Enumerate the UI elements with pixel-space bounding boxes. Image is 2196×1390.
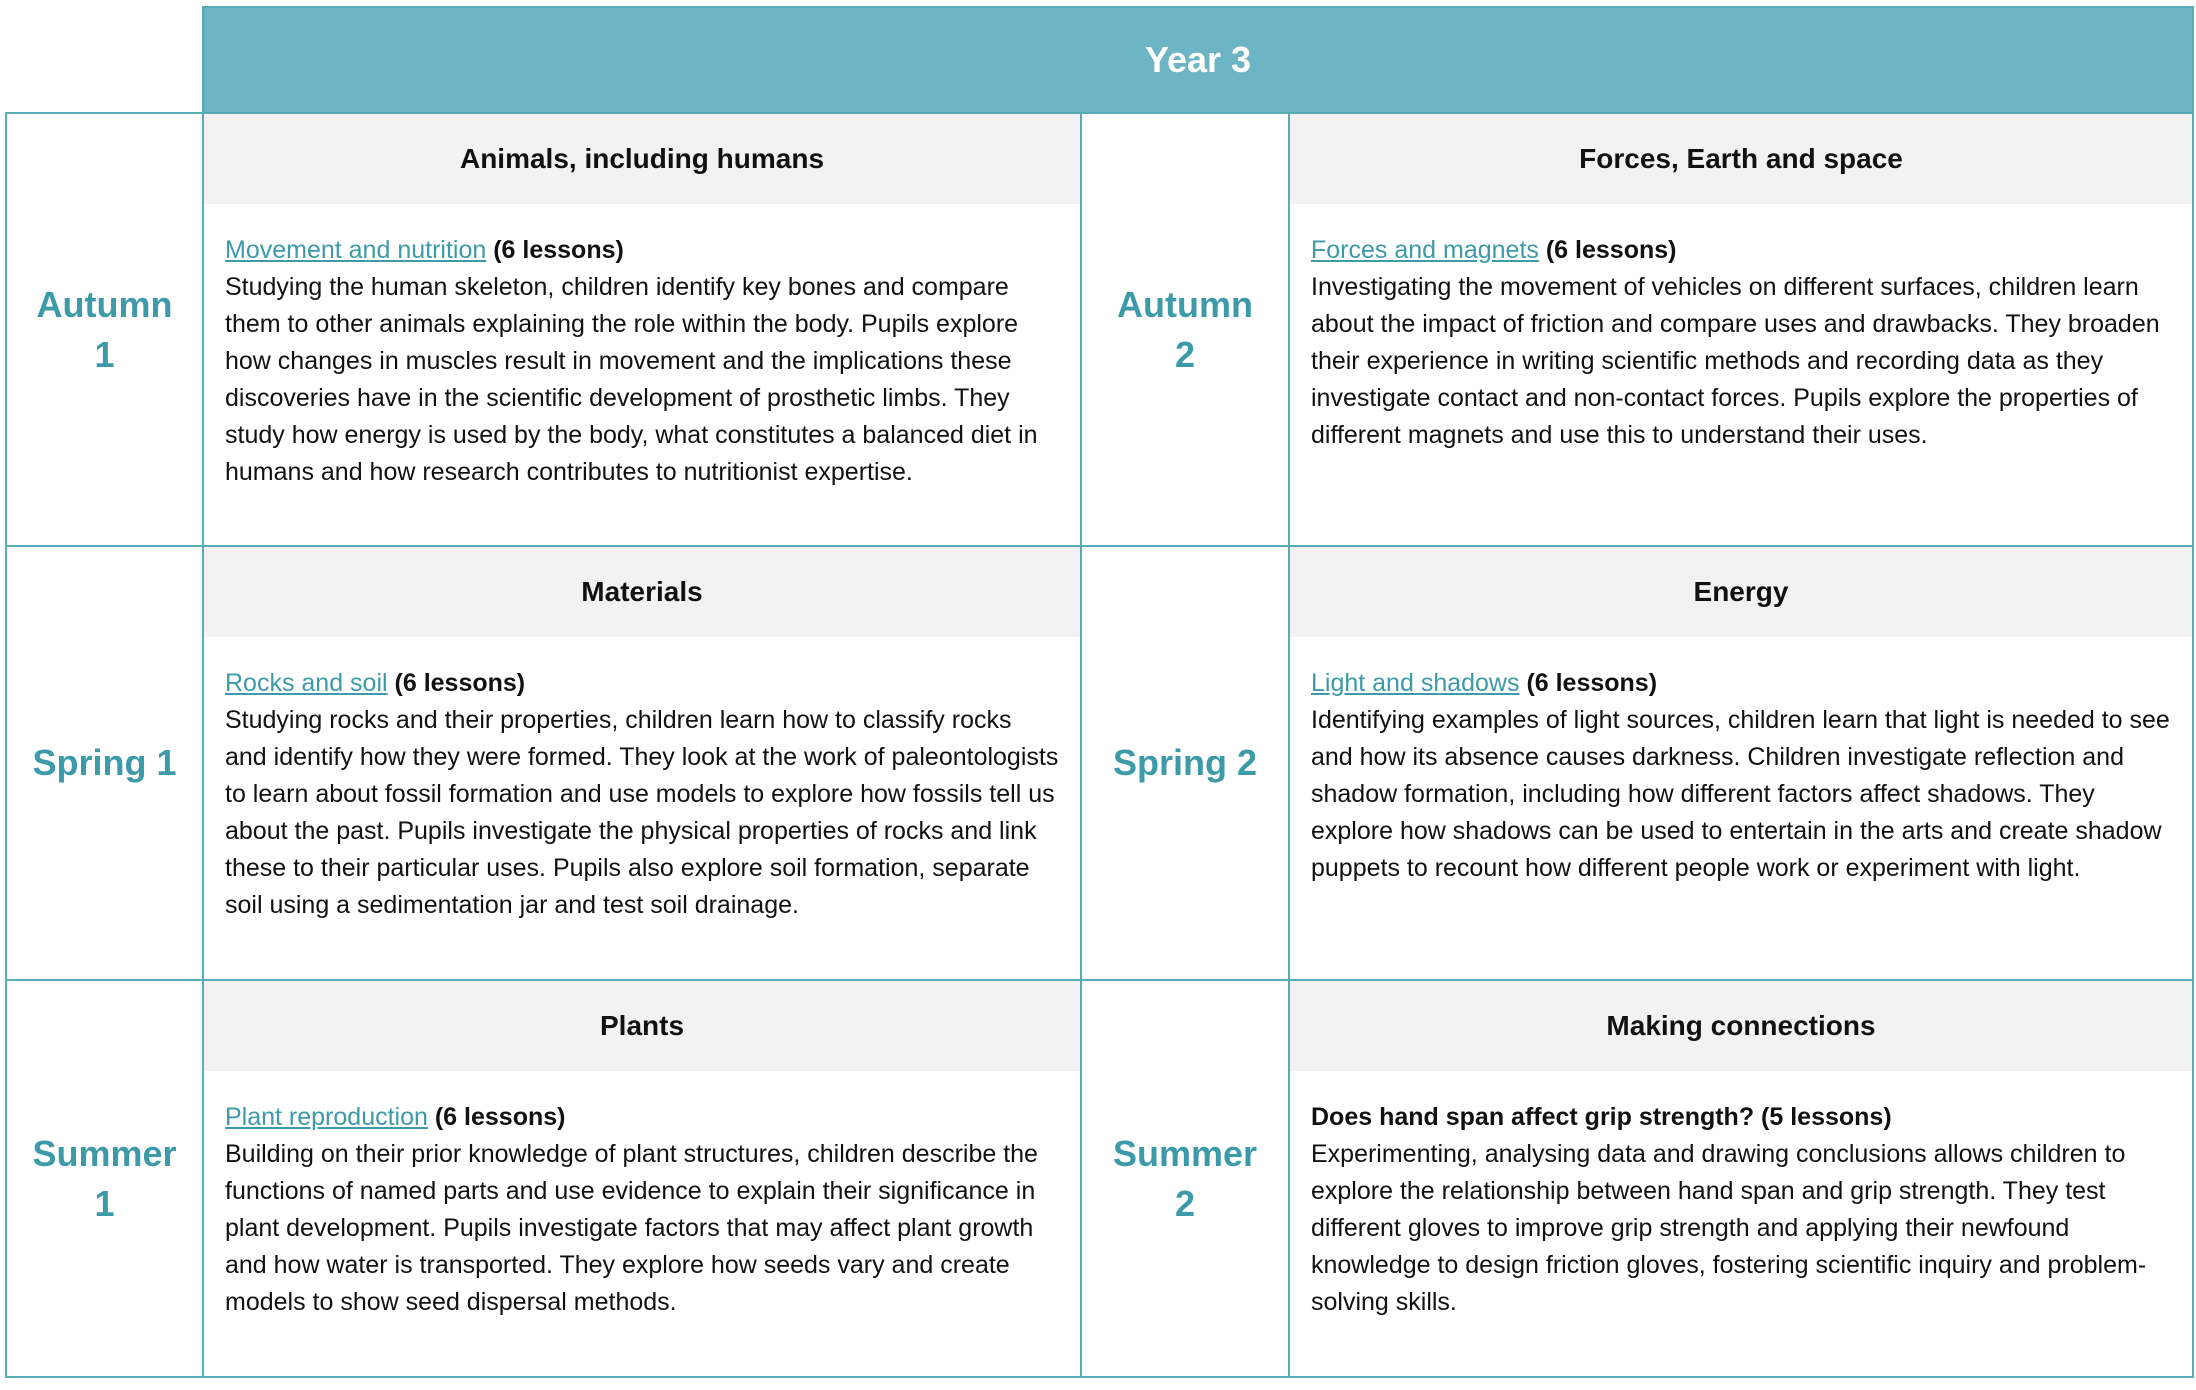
topic-heading: Plants [204, 981, 1080, 1071]
term-row [6, 113, 2193, 546]
unit-description: Building on their prior knowledge of plant structures, children describe the functions of named parts and use evidence to explain their significance in plant development. Pupils investigate factors that may affect plant growth and how water is transported. They explore how seeds vary and create models to show seed dispersal methods. [225, 1140, 1038, 1316]
unit-body [1290, 637, 2192, 915]
term-label [6, 546, 203, 980]
topic-heading: Forces, Earth and space [1290, 114, 2192, 204]
unit-title: Does hand span affect grip strength? (5 lessons) [1311, 1103, 1892, 1131]
unit-body [204, 637, 1080, 952]
header-row [6, 7, 2193, 113]
term-label [1081, 980, 1289, 1377]
term-label [6, 980, 203, 1377]
term-row [6, 546, 2193, 980]
unit-link[interactable]: Movement and nutrition [225, 236, 487, 264]
term-content [1289, 546, 2193, 980]
term-label-bottom: 1 [94, 333, 115, 375]
term-label-top: Spring 2 [1112, 742, 1258, 783]
term-content [203, 546, 1081, 980]
unit-description: Investigating the movement of vehicles on different surfaces, children learn about the impact of friction and compare uses and drawbacks. They broaden their experience in writing scientific methods and recording data as they investigate contact and non-contact forces. Pupils explore the properties of different magnets and use this to understand their uses. [1311, 273, 2160, 449]
unit-body [204, 1071, 1080, 1349]
lesson-count: (6 lessons) [1526, 669, 1658, 697]
unit-body [1290, 1071, 2192, 1349]
topic-heading: Energy [1290, 547, 2192, 637]
unit-body [204, 204, 1080, 519]
lesson-count: (6 lessons) [493, 236, 624, 264]
term-label-bottom: 2 [1174, 1182, 1196, 1224]
term-label-top: Summer [1112, 1132, 1258, 1174]
unit-description: Studying the human skeleton, children identify key bones and compare them to other animals explaining the role within the body. Pupils explore how changes in muscles result in movement and the implications these discoveries have in the scientific development of prosthetic limbs. They study how energy is used by the body, what constitutes a balanced diet in humans and how research contributes to nutritionist expertise. [225, 273, 1038, 486]
unit-link[interactable]: Light and shadows [1311, 669, 1520, 697]
term-label-top: Autumn [36, 283, 173, 325]
term-label-bottom: 2 [1174, 333, 1196, 375]
lesson-count: (6 lessons) [1545, 236, 1677, 264]
term-label-top: Autumn [1117, 283, 1253, 325]
unit-description: Experimenting, analysing data and drawing conclusions allows children to explore the relationship between hand span and grip strength. They test different gloves to improve grip strength and applying their newfound knowledge to design friction gloves, fostering scientific inquiry and problem-solving skills. [1311, 1140, 2147, 1316]
topic-heading: Making connections [1290, 981, 2192, 1071]
lesson-count: (6 lessons) [434, 1103, 566, 1131]
term-label [1081, 113, 1289, 546]
term-content [1289, 980, 2193, 1377]
corner-cell [6, 7, 203, 113]
unit-body [1290, 204, 2192, 482]
unit-link[interactable]: Forces and magnets [1311, 236, 1539, 264]
term-row [6, 980, 2193, 1377]
topic-heading: Animals, including humans [204, 114, 1080, 204]
term-label-top: Summer [32, 1132, 177, 1174]
term-label-top: Spring 1 [32, 742, 177, 783]
term-label [6, 113, 203, 546]
unit-link[interactable]: Rocks and soil [225, 669, 388, 697]
unit-description: Studying rocks and their properties, children learn how to classify rocks and identify how they were formed. They look at the work of paleontologists to learn about fossil formation and use models to explore how fossils tell us about the past. Pupils investigate the physical properties of rocks and link these to their particular uses. Pupils also explore soil formation, separate soil using a sedimentation jar and test soil drainage. [225, 706, 1059, 919]
unit-description: Identifying examples of light sources, children learn that light is needed to see and how its absence causes darkness. Children investigate reflection and shadow formation, including how different factors affect shadows. They explore how shadows can be used to entertain in the arts and create shadow puppets to recount how different people work or experiment with light. [1311, 706, 2170, 882]
term-content [203, 980, 1081, 1377]
term-label-bottom: 1 [94, 1182, 115, 1224]
curriculum-table [5, 6, 2194, 1378]
lesson-count: (6 lessons) [394, 669, 526, 697]
term-label [1081, 546, 1289, 980]
topic-heading: Materials [204, 547, 1080, 637]
year-header: Year 3 [203, 7, 2193, 113]
unit-link[interactable]: Plant reproduction [225, 1103, 428, 1131]
term-content [1289, 113, 2193, 546]
term-content [203, 113, 1081, 546]
